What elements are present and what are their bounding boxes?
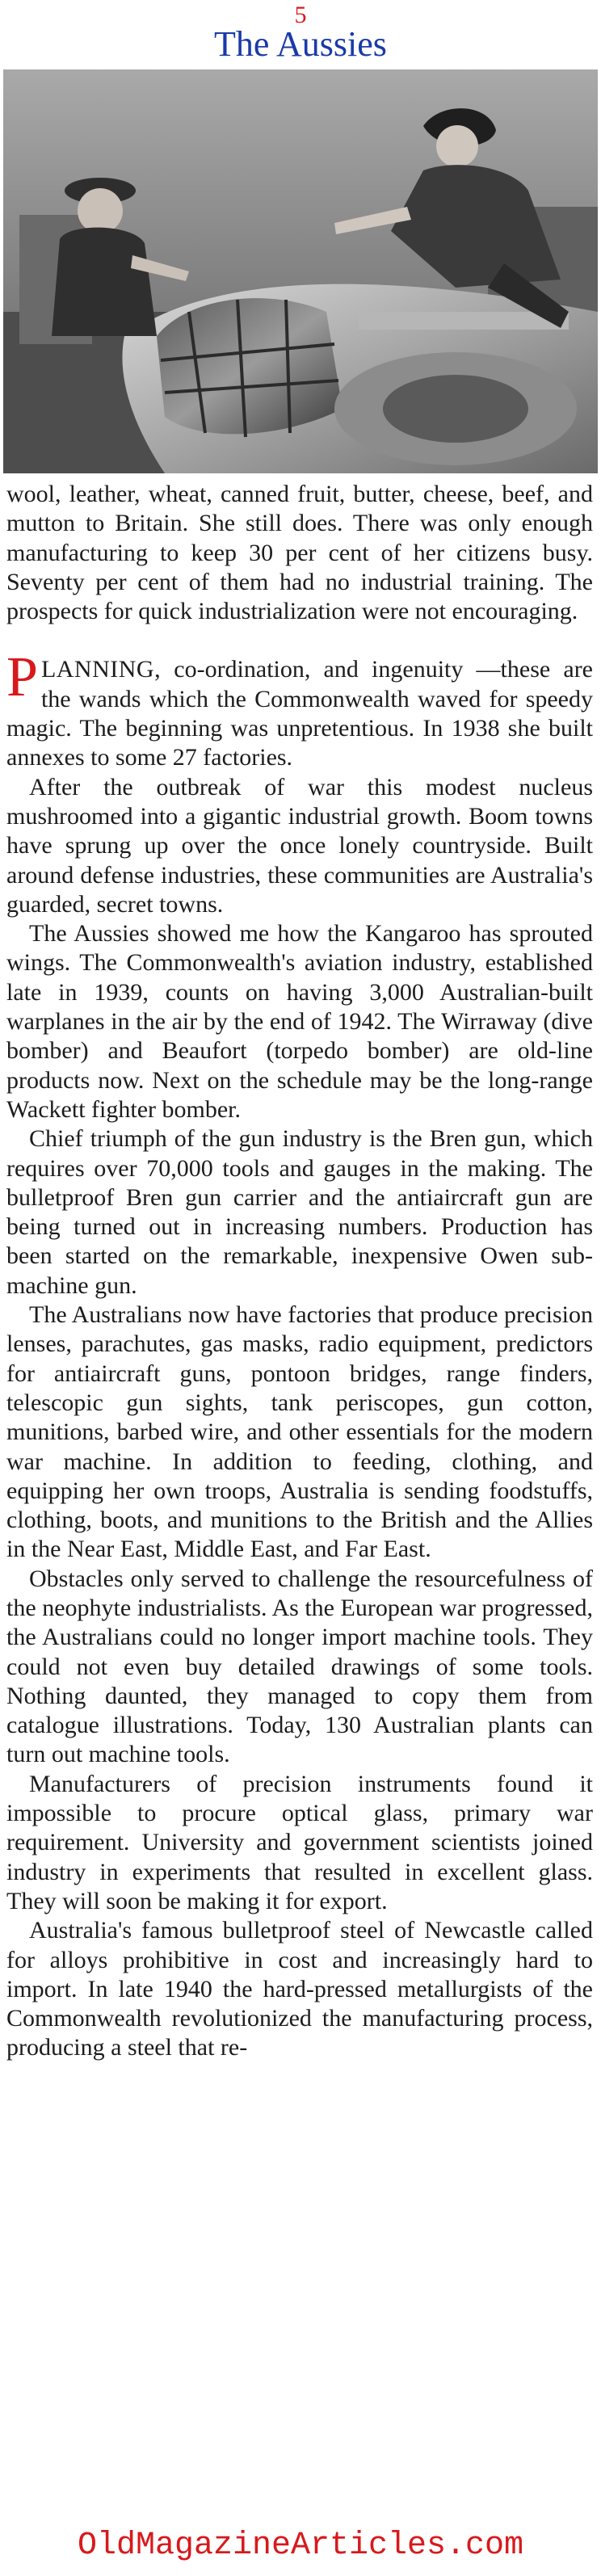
article-paragraph: wool, leather, wheat, canned fruit, butter, cheese, beef, and mutton to Britain. She still does. There was only enough manufacturing to keep 30 per cent of her citizens busy. Seventy per cent of them had no industrial training. The prospects for quick industrialization were not encouraging. xyxy=(6,481,593,625)
article-paragraph-lead xyxy=(6,646,593,772)
drop-cap: P xyxy=(6,646,38,709)
article-paragraph: Chief triumph of the gun industry is the Bren gun, which requires over 70,000 tools and gauges in the making. The bulletproof Bren gun carrier and the antiaircraft gun are being turned out in increasing numbers. Production has been started on the remarkable, inexpensive Owen sub-machine gun. xyxy=(6,1125,593,1299)
lead-in: LANNING, xyxy=(40,656,162,683)
article-photo xyxy=(3,69,598,473)
article-paragraph: The Australians now have factories that produce precision lenses, parachutes, gas masks, radio equipment, predictors for antiaircraft guns, pontoon bridges, range finders, telescopic gun sights, tank periscopes, gun cotton, munitions, barbed wire, and other essentials for the modern war machine. In addition to feeding, clothing, and equipping her own troops, Australia is sending foodstuffs, clothing, boots, and munitions to the British and the Allies in the Near East, Middle East, and Far East. xyxy=(6,1301,593,1563)
photo-illustration xyxy=(3,69,598,473)
paragraph-text: co-ordination, and ingenuity —these are the wands which the Commonwealth waved for speedy magic. The beginning was unpretentious. In 1938 she built annexes to some 27 factories. xyxy=(6,656,593,771)
article-body xyxy=(6,480,593,2063)
article-paragraph: The Aussies showed me how the Kangaroo has sprouted wings. The Commonwealth's aviation industry, established late in 1939, counts on having 3,000 Australian-built warplanes in the air by the end of 1942. The Wirraway (dive bomber) and Beaufort (torpedo bomber) are old-line products now. Next on the schedule may be the long-range Wackett fighter bomber. xyxy=(6,920,593,1123)
article-paragraph: After the outbreak of war this modest nucleus mushroomed into a gigantic industrial growth. Boom towns have sprung up over the once lonely countryside. Built around defense industries, these communities are Australia's guarded, secret towns. xyxy=(6,773,593,918)
page-title: The Aussies xyxy=(214,24,387,64)
article-paragraph: Manufacturers of precision instruments found it impossible to procure optical glass, primary war requirement. University and government scientists joined industry in experiments that resulted in excellent glass. They will soon be making it for export. xyxy=(6,1770,593,1914)
article-paragraph: Australia's famous bulletproof steel of Newcastle called for alloys prohibitive in cost and increasingly hard to import. In late 1940 the hard-pressed metallurgists of the Commonwealth revolutionized the manufacturing process, producing a steel that re- xyxy=(6,1917,593,2061)
page-number: 5 xyxy=(294,2,307,28)
article-paragraph: Obstacles only served to challenge the resourcefulness of the neophyte industrialists. As the European war progressed, the Australians could no longer import machine tools. They could not even buy detailed drawings of some tools. Nothing daunted, they managed to copy them from catalogue illustrations. Today, 130 Australian plants can turn out machine tools. xyxy=(6,1565,593,1768)
site-watermark: OldMagazineArticles.com xyxy=(77,2528,524,2564)
